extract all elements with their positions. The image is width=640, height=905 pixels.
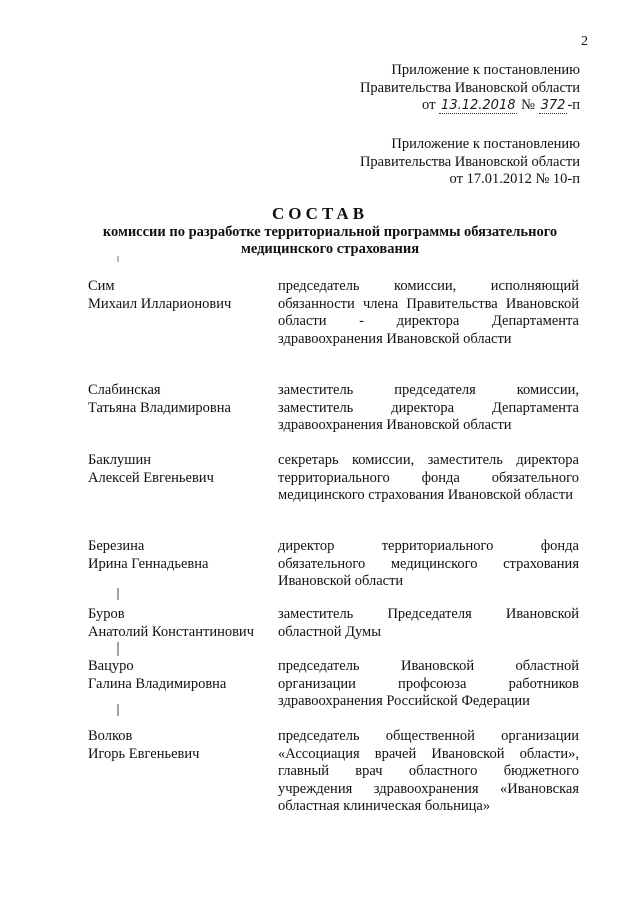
member-given-name: Игорь Евгеньевич xyxy=(88,745,200,762)
appendix-line: Правительства Ивановской области xyxy=(359,153,580,170)
number-sign: № xyxy=(521,97,535,113)
member-given-name: Татьяна Владимировна xyxy=(88,399,231,416)
date-prefix: от xyxy=(422,97,436,113)
member-surname: Слабинская xyxy=(88,382,161,398)
appendix-line: Приложение к постановлению xyxy=(391,136,580,152)
member-given-name: Галина Владимировна xyxy=(88,675,227,692)
member-position: секретарь комиссии, заместитель директора территориального фонда обязательного медицинского страхования Ивановской области xyxy=(278,452,579,504)
member-position: председатель комиссии, исполняющий обязанности члена Правительства Ивановской области - директора Департамента здравоохранения Ивановской области xyxy=(278,278,579,347)
member-given-name: Ирина Геннадьевна xyxy=(88,555,209,572)
member-surname: Вацуро xyxy=(88,658,134,674)
number-suffix: -п xyxy=(567,97,580,113)
member-given-name: Анатолий Константинович xyxy=(88,623,254,640)
member-surname: Березина xyxy=(88,538,145,554)
page-number: 2 xyxy=(581,34,588,49)
member-surname: Буров xyxy=(88,606,125,622)
member-position: директор территориального фонда обязательного медицинского страхования Ивановской области xyxy=(278,538,579,590)
member-surname: Баклушин xyxy=(88,452,151,468)
member-given-name: Алексей Евгеньевич xyxy=(88,469,214,486)
appendix-line: Приложение к постановлению xyxy=(391,62,580,78)
appendix-line: от 17.01.2012 № 10-п xyxy=(449,171,580,187)
document-subtitle: комиссии по разработке территориальной программы обязательного медицинского страхования xyxy=(102,224,558,257)
member-surname: Сим xyxy=(88,278,115,294)
document-title: СОСТАВ xyxy=(271,204,369,223)
member-position: заместитель Председателя Ивановской областной Думы xyxy=(278,606,579,640)
member-position: заместитель председателя комиссии, заместитель директора Департамента здравоохранения Ивановской области xyxy=(278,382,579,434)
appendix-line: Правительства Ивановской области xyxy=(359,79,580,96)
member-surname: Волков xyxy=(88,728,133,744)
handwritten-number: 372 xyxy=(540,98,566,113)
member-position: председатель Ивановской областной организации профсоюза работников здравоохранения Российской Федерации xyxy=(278,658,579,710)
member-position: председатель общественной организации «Ассоциация врачей Ивановской области», главный врач областного бюджетного учреждения здравоохранения «Ивановская областная клиническая больница» xyxy=(278,728,579,815)
handwritten-date: 13.12.2018 xyxy=(441,98,516,113)
member-given-name: Михаил Илларионович xyxy=(88,295,232,312)
